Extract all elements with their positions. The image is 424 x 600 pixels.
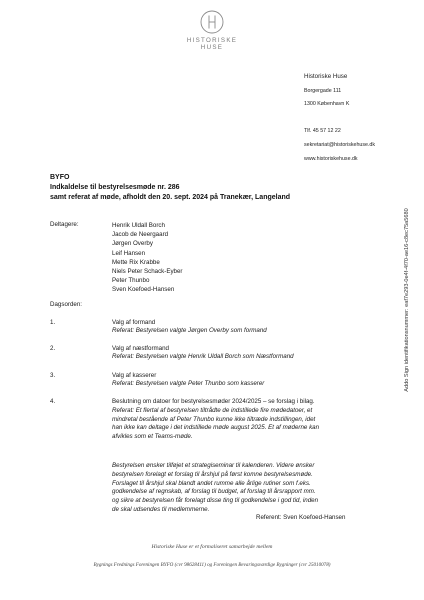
referent-signature: Referent: Sven Koefoed-Hansen (256, 514, 346, 521)
address-phone: Tlf. 45 57 12 22 (304, 128, 341, 134)
address-city: 1300 København K (304, 101, 350, 107)
title-line1: BYFO (50, 174, 70, 181)
strategy-line: Forslaget til årshjul skal blandt andet rumme alle årlige rutiner som f.eks. (112, 479, 311, 487)
strategy-line: godkendelse af regnskab, af forslag til budget, af forslag til årsrapport mm. (112, 488, 316, 496)
agenda-item-title: Valg af næstformand (112, 345, 169, 352)
agenda-item-4-line: han ikke kan deltage i det indstillede møde august 2025. Et af møderne kan (112, 424, 320, 432)
participant-name: Sven Koefoed-Hansen (112, 286, 175, 294)
participant-name: Jacob de Neergaard (112, 231, 169, 239)
agenda-item-4-line: afvikles som et Teams-møde. (112, 433, 193, 441)
agenda-label: Dagsorden: (50, 301, 82, 308)
agenda-item-number: 4. (50, 398, 56, 405)
strategy-line: de skal udsendes til medlemmerne. (112, 505, 210, 513)
logo-emblem-icon (200, 10, 224, 34)
address-org: Historiske Huse (304, 73, 348, 80)
document-title (50, 173, 290, 203)
footer-line1: Historiske Huse er et formaliseret samarbejde mellem (151, 544, 273, 550)
participant-name: Jørgen Overby (112, 240, 153, 248)
address-web: www.historiskehuse.dk (304, 156, 358, 162)
participants-label: Deltagere: (50, 221, 79, 228)
logo-text-line1: HISTORISKE (186, 37, 238, 44)
agenda-item-referat: Referat: Bestyrelsen valgte Jørgen Overby som formand (112, 327, 267, 334)
title-line3: samt referat af møde, afholdt den 20. sept. 2024 på Tranekær, Langeland (50, 194, 291, 201)
strategy-line: og sikre at bestyrelsen får forelagt disse ting til godkendelse i god tid, inden (112, 497, 319, 505)
participant-name: Niels Peter Schack-Eyber (112, 268, 183, 276)
logo-text-line2: HUSE (200, 44, 224, 51)
agenda-item-4-line: mindretal bestående af Peter Thunbo kunne ikke tiltræde indstillingen, idet (112, 415, 316, 423)
strategy-line: bestyrelsen forelagt et forslag til årshjul på først komne bestyrelsesmøde. (112, 470, 313, 478)
agenda-item-4-text (112, 398, 319, 442)
address-street: Borgergade 111 (304, 88, 342, 94)
agenda-item-number: 3. (50, 372, 56, 379)
agenda-item-number: 1. (50, 319, 56, 326)
logo (170, 10, 254, 51)
participant-name: Peter Thunbo (112, 277, 150, 285)
signature-id-text: Addo Sign identifikationsnummer: eaf7e293-0e4f-4f70-ae16-c8ec75a5680 (404, 208, 410, 392)
agenda-item-referat: Referat: Bestyrelsen valgte Peter Thunbo som kasserer (112, 380, 265, 387)
participant-name: Henrik Uldall Borch (112, 222, 165, 229)
agenda-item-title: Valg af formand (112, 319, 156, 326)
agenda-item-number: 2. (50, 345, 56, 352)
strategy-paragraph (112, 462, 318, 515)
agenda-item-title: Valg af kasserer (112, 372, 157, 379)
participant-name: Mette Rix Krabbe (112, 258, 160, 266)
participants-list (112, 221, 183, 295)
title-line2: Indkaldelse til bestyrelsesmøde nr. 286 (50, 184, 180, 191)
address-email: sekretariat@historiskehuse.dk (304, 142, 376, 148)
agenda-item-4-line: Referat: Et flertal af bestyrelsen tiltrådte de indstillede fire mødedatoer, et (112, 406, 313, 414)
agenda-item-referat: Referat: Bestyrelsen valgte Henrik Uldall Borch som Næstformand (112, 353, 294, 360)
participant-name: Leif Hansen (112, 249, 146, 257)
strategy-line: Bestyrelsen ønsker tilføjet et strategiseminar til kalenderen. Videre ønsker (112, 462, 315, 469)
agenda-item-4-line: Beslutning om datoer for bestyrelsesmøder 2024/2025 – se forslag i bilag. (112, 398, 315, 405)
footer-line2: Bygnings Frednings Foreningen BYFO (cvr 98628411) og Foreningen Bevaringsværdige Bygninger (cvr 25010078) (93, 562, 331, 568)
